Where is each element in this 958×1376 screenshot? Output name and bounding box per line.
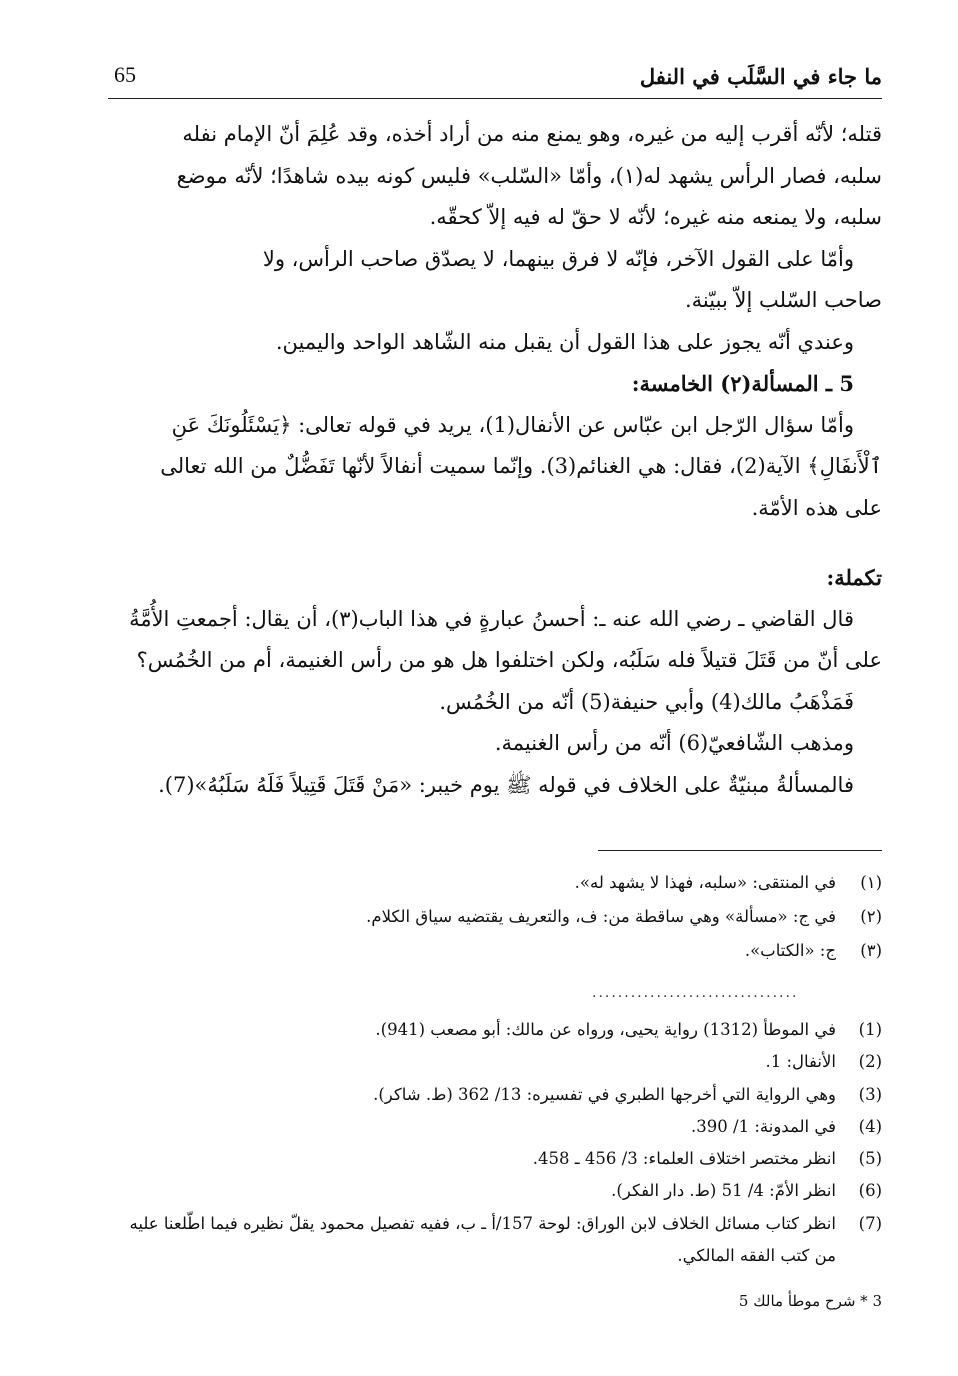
text-line: قتله؛ لأنّه أقرب إليه من غيره، وهو يمنع منه من أراد أخذه، وقد عُلِمَ أنّ الإمام نفله [182, 122, 882, 146]
page-number: 65 [114, 62, 136, 87]
text-line: وأمّا سؤال الرّجل ابن عبّاس عن الأنفال(1)، يريد في قوله تعالى: ﴿يَسْئَلُونَكَ عَنِ [171, 412, 854, 437]
text-line: فَمَذْهَبُ مالك(4) وأبي حنيفة(5) أنّه من الخُمُس. [439, 689, 854, 714]
footnote-divider [598, 850, 882, 851]
section-heading: 5 ـ المسألة(٢) الخامسة: [631, 371, 854, 396]
takmila-heading: تكملة: [826, 565, 882, 590]
text-line: سلبه، ولا يمنعه منه غيره؛ لأنّه لا حقّ له فيه إلاّ كحقّه. [429, 205, 882, 229]
text-line: ومذهب الشّافعيّ(6) أنّه من رأس الغنيمة. [494, 731, 854, 755]
text-line: على هذه الأمّة. [751, 495, 882, 520]
text-line: وعندي أنّه يجوز على هذا القول أن يقبل منه الشّاهد الواحد واليمين. [275, 329, 854, 354]
reference-footnotes [108, 1014, 882, 1272]
text-line: سلبه، فصار الرأس يشهد له(١)، وأمّا «السّلب» فليس كونه بيده شاهدًا؛ لأنّه موضع [176, 163, 882, 188]
footnote: (2) الأنفال: 1. [765, 1052, 882, 1072]
main-text [108, 114, 882, 806]
footnote: (١) في المنتقى: «سلبه، فهذا لا يشهد له». [574, 873, 882, 892]
text-line: قال القاضي ـ رضي الله عنه ـ: أحسنُ عبارةٍ في هذا الباب(٣)، أن يقال: أجمعتِ الأُمَّةُ [129, 606, 854, 631]
signature-mark: 3 * شرح موطأ مالك 5 [738, 1292, 882, 1310]
footnote: (٢) في ج: «مسألة» وهي ساقطة من: ف، والتعريف يقتضيه سياق الكلام. [366, 907, 882, 926]
footnote: (٣) ج: «الكتاب». [744, 941, 882, 960]
dotted-separator: ................................ [592, 985, 799, 997]
running-title: ما جاء في السَّلَب في النفل [639, 64, 882, 89]
editor-footnotes [108, 866, 882, 968]
text-line: ٱلْأَنفَالِ﴾ الآية(2)، فقال: هي الغنائم(3). وإنّما سميت أنفالاً لأنّها تَفَضُّلٌ من الله تعالى [160, 454, 882, 478]
footnote: (5) انظر مختصر اختلاف العلماء: 3/ 456 ـ 458. [532, 1149, 882, 1169]
footnote: (6) انظر الأمّ: 4/ 51 (ط. دار الفكر). [611, 1181, 882, 1201]
footnote: (3) وهي الرواية التي أخرجها الطبري في تفسيره: 13/ 362 (ط. شاكر). [373, 1084, 882, 1104]
text-line: صاحب السّلب إلاّ ببيّنة. [685, 288, 882, 312]
text-line: على أنّ من قَتَلَ قتيلاً فله سَلَبُه، ولكن اختلفوا هل هو من رأس الغنيمة، أم من الخُمُس؟ [136, 648, 882, 672]
footnote: (4) في المدونة: 1/ 390. [691, 1116, 882, 1136]
footnote: (1) في الموطأ (1312) رواية يحيى، ورواه عن مالك: أبو مصعب (941). [375, 1020, 882, 1039]
page-header [108, 58, 882, 99]
footnote: (7) انظر كتاب مسائل الخلاف لابن الوراق: لوحة 157/أ ـ ب، ففيه تفصيل محمود يقلّ نظيره فيما اطّلعنا عليه من كتب الفقه المالكي. [129, 1213, 882, 1266]
text-line: فالمسألةُ مبنيّةٌ على الخلاف في قوله ﷺ يوم خيبر: «مَنْ قَتَلَ قَتِيلاً فَلَهُ سَلَبُهُ»(7). [158, 772, 854, 797]
text-line: وأمّا على القول الآخر، فإنّه لا فرق بينهما، لا يصدّق صاحب الرأس، ولا [262, 246, 854, 271]
